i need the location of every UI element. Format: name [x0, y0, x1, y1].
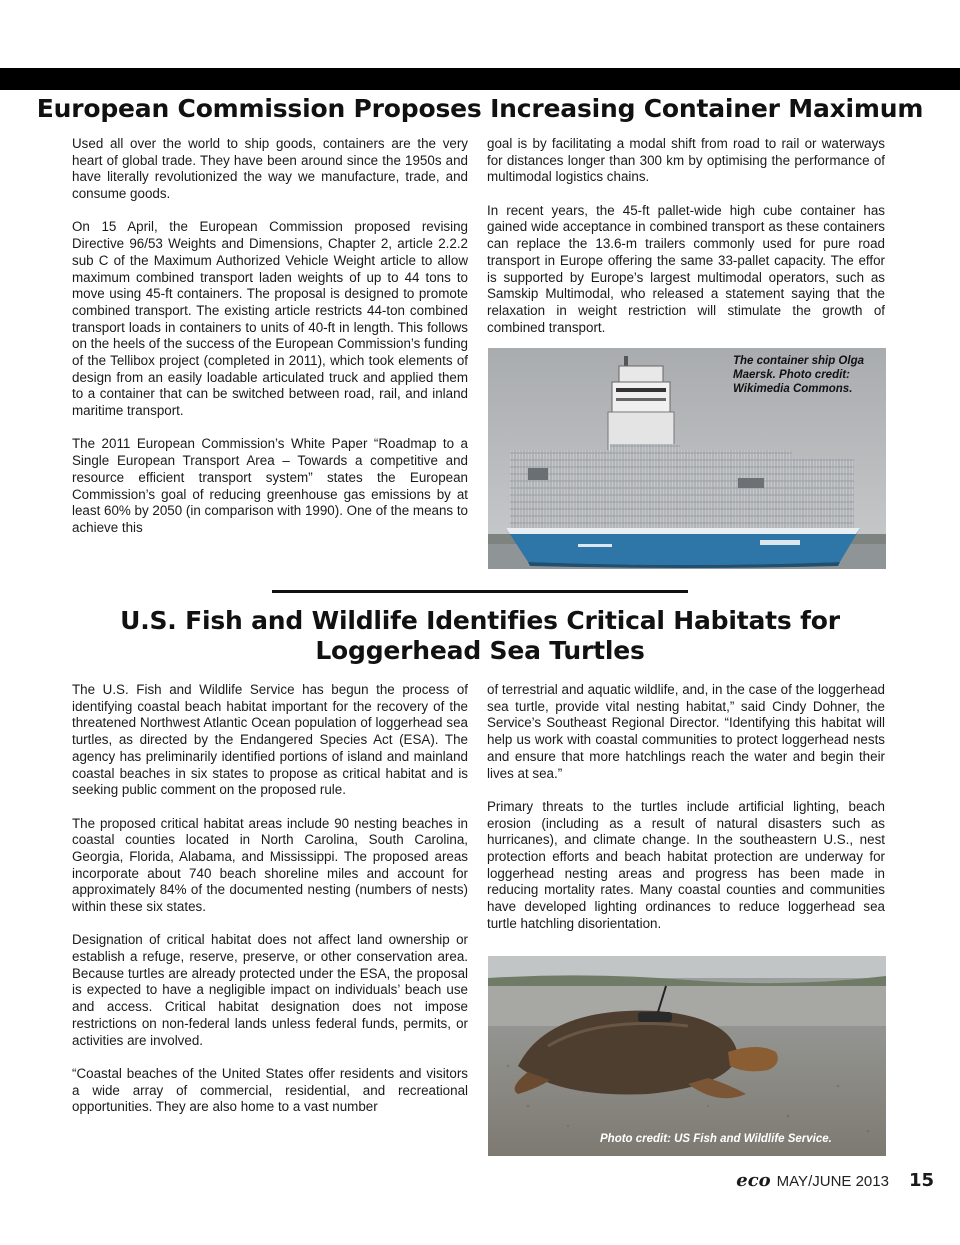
magazine-brand: eco: [736, 1170, 771, 1191]
article1-headline: European Commission Proposes Increasing Container Maximum: [36, 94, 924, 123]
issue-date: MAY/JUNE 2013: [776, 1173, 889, 1190]
article2-left-column: [72, 682, 468, 1116]
paragraph: The 2011 European Commission’s White Paper “Roadmap to a Single European Transport Area – Towards a competitive and resource efficient transport system” states the European Commission’s goal of reducing greenhouse gas emissions by at least 60% by 2050 (in comparison with 1990). One of the means to achieve this: [72, 436, 468, 535]
article2-headline-line1: U.S. Fish and Wildlife Identifies Critical Habitats for: [120, 606, 840, 635]
page-number: 15: [908, 1170, 934, 1191]
article2-right-column: [487, 682, 885, 932]
article1-left-column: [72, 136, 468, 537]
ship-photo-caption: The container ship Olga Maersk. Photo credit: Wikimedia Commons.: [733, 355, 864, 395]
article2-headline-line2: Loggerhead Sea Turtles: [315, 636, 645, 665]
paragraph: Designation of critical habitat does not affect land ownership or establish a refuge, reserve, preserve, or other conservation area. Because turtles are already protected under the ESA, the proposal is expected to have a negligible impact on individuals’ beach use and access. Critical habitat designation does not impose restrictions on non-federal lands unless federal funds, permits, or activities are involved.: [72, 932, 468, 1048]
paragraph: The proposed critical habitat areas include 90 nesting beaches in coastal counties located in North Carolina, South Carolina, Georgia, Florida, Alabama, and Mississippi. The proposed areas incorporate about 740 beach shoreline miles and account for approximately 84% of the documented nesting (numbers of nests) within these six states.: [72, 815, 468, 915]
article1-right-column: [487, 136, 885, 336]
paragraph: “Coastal beaches of the United States offer residents and visitors a wide array of commercial, residential, and recreational opportunities. They are also home to a vast number: [72, 1065, 468, 1115]
paragraph: goal is by facilitating a modal shift from road to rail or waterways for distances longer than 300 km by optimising the performance of multimodal logistics chains.: [487, 136, 885, 185]
container-ship-photo: [488, 348, 886, 569]
paragraph: In recent years, the 45-ft pallet-wide high cube container has gained wide acceptance in combined transport as these containers can replace the 13.6-m trailers commonly used for pure road transport in Europe offering the same 33-pallet capacity. The effor is supported by Europe’s largest multimodal operators, such as Samskip Multimodal, who released a statement saying that the relaxation in weight restriction will stimulate the growth of combined transport.: [487, 202, 885, 335]
paragraph: On 15 April, the European Commission proposed revising Directive 96/53 Weights and Dimensions, Chapter 2, article 2.2.2 sub C of the Maximum Authorized Vehicle Weight article to allow maximum combined transport laden weights of up to 44 tons to move using 45-ft containers. The proposal is designed to promote combined transport. The existing article restricts 44-ton combined transport loads in containers to units of 40-ft in length. This follows on the heels of the success of the European Commission’s funding of the Tellibox project (completed in 2011), which took elements of design from an easily loadable articulated truck and applied them to a container that can be switched between road, rail, and inland maritime transport.: [72, 219, 468, 419]
paragraph: of terrestrial and aquatic wildlife, and, in the case of the loggerhead sea turtle, provide vital nesting habitat,” said Cindy Dohner, the Service’s Southeast Regional Director. “Identifying this habitat will help us work with coastal communities to protect loggerhead nests and ensure that more hatchlings reach the water and begin their lives at sea.”: [487, 682, 885, 781]
sea-turtle-illustration: [488, 956, 886, 1156]
sea-turtle-photo: [488, 956, 886, 1156]
paragraph: Primary threats to the turtles include artificial lighting, beach erosion (including as a result of natural disasters such as hurricanes), and climate change. In the southeastern U.S., nest protection efforts and beach habitat protection are underway for loggerhead nesting areas and progress has been made in reducing mortality rates. Many coastal counties and communities have developed lighting ordinances to reduce loggerhead sea turtle hatchling disorientation.: [487, 798, 885, 931]
paragraph: The U.S. Fish and Wildlife Service has begun the process of identifying coastal beach habitat important for the recovery of the threatened Northwest Atlantic Ocean population of loggerhead sea turtles, as directed by the Endangered Species Act (ESA). The agency has preliminarily identified portions of island and mainland coastal beaches in six states to propose as critical habitat and is seeking public comment on the proposed rule.: [72, 682, 468, 798]
article2-headline: [0, 606, 960, 666]
page-footer: [736, 1170, 934, 1192]
turtle-photo-caption: Photo credit: US Fish and Wildlife Service.: [600, 1133, 832, 1145]
article-divider: [272, 590, 688, 593]
top-black-bar: [0, 68, 960, 90]
paragraph: Used all over the world to ship goods, containers are the very heart of global trade. They have been around since the 1950s and have literally revolutionized the way we manufacture, trade, and consume goods.: [72, 136, 468, 202]
